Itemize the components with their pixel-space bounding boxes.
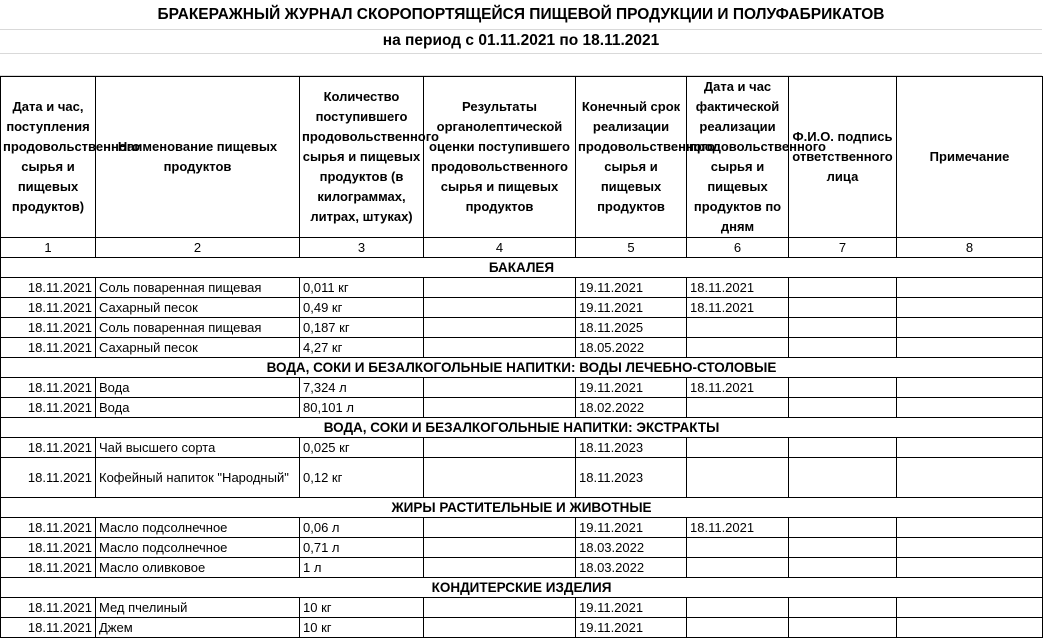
table-row <box>1 378 1043 398</box>
cell-date[interactable]: 18.11.2021 <box>1 378 96 398</box>
cell-evaluation[interactable] <box>424 318 576 338</box>
header-cell-actual[interactable]: Дата и час фактической реализации продовольственного сырья и пищевых продуктов по дням <box>687 77 789 238</box>
cell-quantity[interactable]: 7,324 л <box>300 378 424 398</box>
section-title[interactable]: ВОДА, СОКИ И БЕЗАЛКОГОЛЬНЫЕ НАПИТКИ: ЭКСТРАКТЫ <box>1 418 1043 438</box>
cell-note[interactable] <box>897 558 1043 578</box>
cell-note[interactable] <box>897 318 1043 338</box>
cell-actual-date[interactable] <box>687 398 789 418</box>
column-number-cell[interactable]: 2 <box>96 238 300 258</box>
cell-product-name[interactable]: Соль поваренная пищевая <box>96 278 300 298</box>
cell-actual-date[interactable]: 18.11.2021 <box>687 378 789 398</box>
cell-expiry[interactable]: 18.03.2022 <box>576 538 687 558</box>
cell-evaluation[interactable] <box>424 558 576 578</box>
cell-actual-date[interactable] <box>687 338 789 358</box>
journal-body <box>1 77 1043 638</box>
header-cell-note[interactable]: Примечание <box>897 77 1043 238</box>
cell-quantity[interactable]: 0,025 кг <box>300 438 424 458</box>
column-number-cell[interactable]: 7 <box>789 238 897 258</box>
cell-evaluation[interactable] <box>424 538 576 558</box>
cell-expiry[interactable]: 19.11.2021 <box>576 278 687 298</box>
column-number-cell[interactable]: 1 <box>1 238 96 258</box>
cell-actual-date[interactable] <box>687 538 789 558</box>
cell-actual-date[interactable]: 18.11.2021 <box>687 518 789 538</box>
cell-expiry[interactable]: 19.11.2021 <box>576 298 687 318</box>
table-row <box>1 538 1043 558</box>
section-title[interactable]: ВОДА, СОКИ И БЕЗАЛКОГОЛЬНЫЕ НАПИТКИ: ВОДЫ ЛЕЧЕБНО-СТОЛОВЫЕ <box>1 358 1043 378</box>
cell-responsible[interactable] <box>789 278 897 298</box>
cell-quantity[interactable]: 10 кг <box>300 598 424 618</box>
cell-responsible[interactable] <box>789 338 897 358</box>
cell-actual-date[interactable] <box>687 558 789 578</box>
table-row <box>1 338 1043 358</box>
cell-product-name[interactable]: Джем <box>96 618 300 638</box>
cell-date[interactable]: 18.11.2021 <box>1 438 96 458</box>
cell-expiry[interactable]: 19.11.2021 <box>576 518 687 538</box>
section-title[interactable]: КОНДИТЕРСКИЕ ИЗДЕЛИЯ <box>1 578 1043 598</box>
cell-quantity[interactable]: 0,187 кг <box>300 318 424 338</box>
table-row <box>1 558 1043 578</box>
cell-evaluation[interactable] <box>424 378 576 398</box>
cell-quantity[interactable]: 0,12 кг <box>300 458 424 498</box>
cell-quantity[interactable]: 4,27 кг <box>300 338 424 358</box>
section-header-row <box>1 418 1043 438</box>
cell-evaluation[interactable] <box>424 298 576 318</box>
table-row <box>1 618 1043 638</box>
cell-product-name[interactable]: Масло подсолнечное <box>96 538 300 558</box>
cell-expiry[interactable]: 18.11.2025 <box>576 318 687 338</box>
cell-responsible[interactable] <box>789 598 897 618</box>
cell-evaluation[interactable] <box>424 398 576 418</box>
table-row <box>1 298 1043 318</box>
journal-title[interactable]: БРАКЕРАЖНЫЙ ЖУРНАЛ СКОРОПОРТЯЩЕЙСЯ ПИЩЕВОЙ ПРОДУКЦИИ И ПОЛУФАБРИКАТОВ <box>0 0 1042 30</box>
cell-date[interactable]: 18.11.2021 <box>1 518 96 538</box>
header-cell-name[interactable]: Наименование пищевых продуктов <box>96 77 300 238</box>
journal-table <box>0 76 1043 638</box>
cell-responsible[interactable] <box>789 318 897 338</box>
section-title[interactable]: ЖИРЫ РАСТИТЕЛЬНЫЕ И ЖИВОТНЫЕ <box>1 498 1043 518</box>
cell-expiry[interactable]: 18.05.2022 <box>576 338 687 358</box>
cell-note[interactable] <box>897 538 1043 558</box>
table-row <box>1 318 1043 338</box>
cell-expiry[interactable]: 18.11.2023 <box>576 438 687 458</box>
cell-date[interactable]: 18.11.2021 <box>1 298 96 318</box>
table-row <box>1 398 1043 418</box>
cell-expiry[interactable]: 19.11.2021 <box>576 378 687 398</box>
cell-quantity[interactable]: 10 кг <box>300 618 424 638</box>
cell-responsible[interactable] <box>789 398 897 418</box>
header-cell-quantity[interactable]: Количество поступившего продовольственного сырья и пищевых продуктов (в килограммах, литрах, штуках) <box>300 77 424 238</box>
cell-quantity[interactable]: 0,71 л <box>300 538 424 558</box>
cell-actual-date[interactable] <box>687 458 789 498</box>
column-number-row <box>1 238 1043 258</box>
header-cell-date[interactable]: Дата и час, поступления продовольственного сырья и пищевых продуктов) <box>1 77 96 238</box>
cell-evaluation[interactable] <box>424 598 576 618</box>
header-cell-evaluation[interactable]: Результаты органолептической оценки поступившего продовольственного сырья и пищевых продуктов <box>424 77 576 238</box>
cell-date[interactable]: 18.11.2021 <box>1 598 96 618</box>
cell-product-name[interactable]: Соль поваренная пищевая <box>96 318 300 338</box>
cell-note[interactable] <box>897 378 1043 398</box>
cell-date[interactable]: 18.11.2021 <box>1 558 96 578</box>
header-row <box>1 77 1043 238</box>
cell-note[interactable] <box>897 598 1043 618</box>
cell-actual-date[interactable] <box>687 438 789 458</box>
cell-actual-date[interactable]: 18.11.2021 <box>687 278 789 298</box>
cell-product-name[interactable]: Масло оливковое <box>96 558 300 578</box>
cell-responsible[interactable] <box>789 458 897 498</box>
cell-date[interactable]: 18.11.2021 <box>1 318 96 338</box>
cell-evaluation[interactable] <box>424 278 576 298</box>
table-row <box>1 458 1043 498</box>
cell-quantity[interactable]: 0,011 кг <box>300 278 424 298</box>
cell-responsible[interactable] <box>789 518 897 538</box>
cell-actual-date[interactable] <box>687 598 789 618</box>
column-number-cell[interactable]: 3 <box>300 238 424 258</box>
section-header-row <box>1 358 1043 378</box>
cell-evaluation[interactable] <box>424 458 576 498</box>
cell-product-name[interactable]: Сахарный песок <box>96 298 300 318</box>
cell-evaluation[interactable] <box>424 618 576 638</box>
header-cell-expiry[interactable]: Конечный срок реализации продовольственного сырья и пищевых продуктов <box>576 77 687 238</box>
cell-note[interactable] <box>897 458 1043 498</box>
table-row <box>1 518 1043 538</box>
cell-evaluation[interactable] <box>424 518 576 538</box>
table-row <box>1 438 1043 458</box>
cell-note[interactable] <box>897 398 1043 418</box>
cell-expiry[interactable]: 18.03.2022 <box>576 558 687 578</box>
cell-expiry[interactable]: 19.11.2021 <box>576 598 687 618</box>
cell-note[interactable] <box>897 298 1043 318</box>
cell-product-name[interactable]: Вода <box>96 378 300 398</box>
cell-responsible[interactable] <box>789 538 897 558</box>
cell-quantity[interactable]: 0,49 кг <box>300 298 424 318</box>
section-header-row <box>1 258 1043 278</box>
cell-actual-date[interactable] <box>687 618 789 638</box>
cell-date[interactable]: 18.11.2021 <box>1 538 96 558</box>
cell-product-name[interactable]: Чай высшего сорта <box>96 438 300 458</box>
cell-note[interactable] <box>897 618 1043 638</box>
cell-note[interactable] <box>897 338 1043 358</box>
cell-responsible[interactable] <box>789 618 897 638</box>
column-number-cell[interactable]: 5 <box>576 238 687 258</box>
section-title[interactable]: БАКАЛЕЯ <box>1 258 1043 278</box>
cell-product-name[interactable]: Сахарный песок <box>96 338 300 358</box>
cell-date[interactable]: 18.11.2021 <box>1 618 96 638</box>
cell-product-name[interactable]: Вода <box>96 398 300 418</box>
cell-note[interactable] <box>897 438 1043 458</box>
cell-responsible[interactable] <box>789 438 897 458</box>
cell-date[interactable]: 18.11.2021 <box>1 338 96 358</box>
column-number-cell[interactable]: 4 <box>424 238 576 258</box>
cell-responsible[interactable] <box>789 558 897 578</box>
cell-quantity[interactable]: 80,101 л <box>300 398 424 418</box>
cell-evaluation[interactable] <box>424 438 576 458</box>
cell-quantity[interactable]: 0,06 л <box>300 518 424 538</box>
cell-product-name[interactable]: Кофейный напиток "Народный" <box>96 458 300 498</box>
section-header-row <box>1 578 1043 598</box>
cell-actual-date[interactable]: 18.11.2021 <box>687 298 789 318</box>
cell-date[interactable]: 18.11.2021 <box>1 278 96 298</box>
cell-expiry[interactable]: 18.02.2022 <box>576 398 687 418</box>
cell-date[interactable]: 18.11.2021 <box>1 458 96 498</box>
cell-date[interactable]: 18.11.2021 <box>1 398 96 418</box>
table-row <box>1 278 1043 298</box>
cell-note[interactable] <box>897 518 1043 538</box>
cell-responsible[interactable] <box>789 298 897 318</box>
cell-product-name[interactable]: Мед пчелиный <box>96 598 300 618</box>
header-cell-responsible[interactable]: Ф.И.О. подпись ответственного лица <box>789 77 897 238</box>
cell-expiry[interactable]: 18.11.2023 <box>576 458 687 498</box>
cell-quantity[interactable]: 1 л <box>300 558 424 578</box>
column-number-cell[interactable]: 6 <box>687 238 789 258</box>
section-header-row <box>1 498 1043 518</box>
cell-expiry[interactable]: 19.11.2021 <box>576 618 687 638</box>
cell-actual-date[interactable] <box>687 318 789 338</box>
cell-note[interactable] <box>897 278 1043 298</box>
table-row <box>1 598 1043 618</box>
cell-evaluation[interactable] <box>424 338 576 358</box>
cell-responsible[interactable] <box>789 378 897 398</box>
journal-period[interactable]: на период с 01.11.2021 по 18.11.2021 <box>0 29 1042 54</box>
column-number-cell[interactable]: 8 <box>897 238 1043 258</box>
cell-product-name[interactable]: Масло подсолнечное <box>96 518 300 538</box>
